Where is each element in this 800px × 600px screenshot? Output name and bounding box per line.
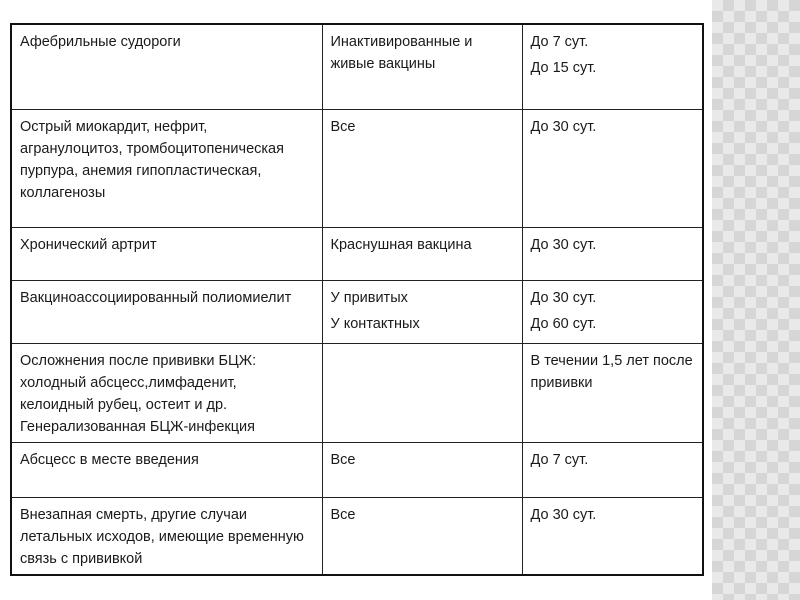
period-cell [522, 280, 703, 343]
vaccine-cell [322, 343, 522, 442]
table-row [11, 442, 703, 497]
table-row [11, 497, 703, 575]
vaccine-cell [322, 280, 522, 343]
period-cell [522, 497, 703, 575]
period-cell [522, 24, 703, 109]
condition-cell: Вакциноассоциированный полиомиелит [11, 280, 322, 343]
vaccine-cell: Все [322, 497, 522, 575]
condition-cell: Внезапная смерть, другие случаи летальных исходов, имеющие временную связь с прививкой [11, 497, 322, 575]
condition-line: Генерализованная БЦЖ-инфекция [20, 418, 255, 435]
period-line: До 30 сут. [530, 506, 597, 523]
vaccine-cell: Все [322, 442, 522, 497]
period-line: До 60 сут. [530, 315, 597, 332]
period-cell [522, 109, 703, 227]
decorative-pattern-strip [712, 0, 800, 600]
vaccine-cell: Краснушная вакцина [322, 227, 522, 280]
period-line: До 7 сут. [530, 451, 589, 468]
condition-cell: Абсцесс в месте введения [11, 442, 322, 497]
vaccine-cell: Инактивированные и живые вакцины [322, 24, 522, 109]
period-line: До 15 сут. [530, 60, 597, 76]
vaccine-line: У привитых [330, 289, 408, 306]
period-cell [522, 442, 703, 497]
period-line: До 30 сут. [530, 118, 597, 135]
condition-line: холодный абсцесс,лимфаденит, [20, 374, 237, 391]
period-cell [522, 343, 703, 442]
condition-cell [11, 343, 322, 442]
period-cell [522, 227, 703, 280]
condition-line: Осложнения после прививки БЦЖ: [20, 352, 257, 369]
period-line: В течении 1,5 лет после прививки [530, 352, 693, 391]
condition-line: келоидный рубец, остеит и др. [20, 396, 228, 413]
condition-cell: Острый миокардит, нефрит, агранулоцитоз, тромбоцитопеническая пурпура, анемия гипопластическая, коллагенозы [11, 109, 322, 227]
table-row [11, 24, 703, 109]
period-line: До 7 сут. [530, 34, 589, 50]
condition-cell: Хронический артрит [11, 227, 322, 280]
table-row [11, 280, 703, 343]
table-row [11, 227, 703, 280]
vaccine-cell: Все [322, 109, 522, 227]
complications-table [10, 23, 704, 576]
period-line: До 30 сут. [530, 289, 597, 306]
condition-cell: Афебрильные судороги [11, 24, 322, 109]
period-line: До 30 сут. [530, 236, 597, 253]
table-row [11, 109, 703, 227]
vaccine-line: У контактных [330, 315, 420, 332]
table-row [11, 343, 703, 442]
